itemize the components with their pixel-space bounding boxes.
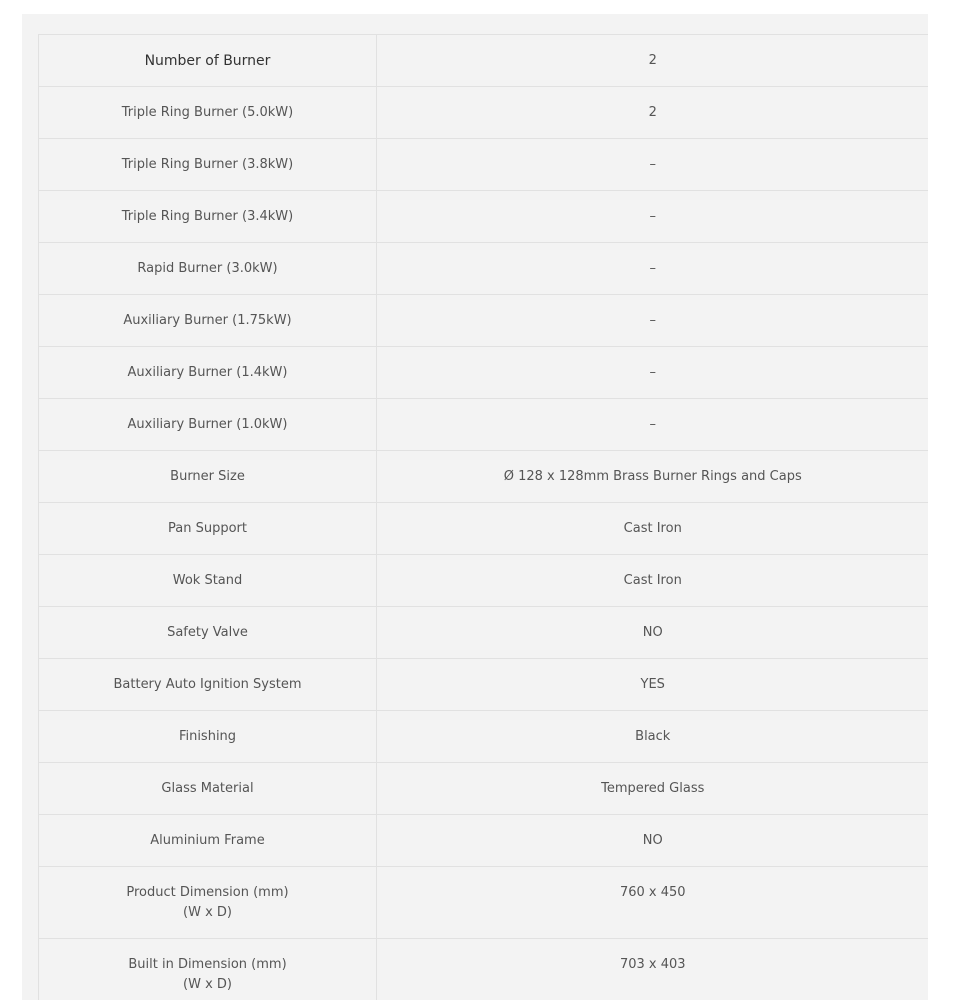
table-row: [39, 607, 929, 659]
spec-label: Wok Stand: [39, 555, 377, 607]
spec-value: YES: [377, 659, 929, 711]
table-row: [39, 451, 929, 503]
table-row: [39, 939, 929, 1000]
table-row: [39, 35, 929, 87]
table-row: [39, 815, 929, 867]
spec-label: Safety Valve: [39, 607, 377, 659]
spec-panel: [22, 14, 928, 1000]
spec-label: Aluminium Frame: [39, 815, 377, 867]
table-row: [39, 191, 929, 243]
spec-label-line2: (W x D): [183, 905, 232, 920]
spec-value: NO: [377, 815, 929, 867]
spec-label: Auxiliary Burner (1.75kW): [39, 295, 377, 347]
spec-label: [39, 939, 377, 1000]
table-row: [39, 867, 929, 939]
spec-label: Auxiliary Burner (1.0kW): [39, 399, 377, 451]
spec-label: Triple Ring Burner (3.4kW): [39, 191, 377, 243]
table-row: [39, 659, 929, 711]
spec-table: [38, 34, 928, 1000]
spec-label-line2: (W x D): [183, 977, 232, 992]
table-row: [39, 763, 929, 815]
table-row: [39, 139, 929, 191]
spec-value: –: [377, 399, 929, 451]
spec-value: –: [377, 139, 929, 191]
spec-label-line1: Product Dimension (mm): [126, 885, 289, 900]
spec-label: Auxiliary Burner (1.4kW): [39, 347, 377, 399]
spec-value: Ø 128 x 128mm Brass Burner Rings and Caps: [377, 451, 929, 503]
spec-label: Pan Support: [39, 503, 377, 555]
table-row: [39, 399, 929, 451]
spec-label: [39, 867, 377, 939]
spec-label: Triple Ring Burner (5.0kW): [39, 87, 377, 139]
spec-label: Number of Burner: [39, 35, 377, 87]
spec-value: 2: [377, 87, 929, 139]
table-row: [39, 555, 929, 607]
spec-value: Black: [377, 711, 929, 763]
table-row: [39, 503, 929, 555]
spec-label: Burner Size: [39, 451, 377, 503]
spec-label: Glass Material: [39, 763, 377, 815]
spec-label: Rapid Burner (3.0kW): [39, 243, 377, 295]
table-row: [39, 243, 929, 295]
spec-label-line1: Built in Dimension (mm): [128, 957, 287, 972]
spec-value: Cast Iron: [377, 503, 929, 555]
spec-value: –: [377, 191, 929, 243]
spec-label: Battery Auto Ignition System: [39, 659, 377, 711]
table-row: [39, 347, 929, 399]
table-row: [39, 295, 929, 347]
table-row: [39, 711, 929, 763]
spec-value: –: [377, 295, 929, 347]
spec-label: Finishing: [39, 711, 377, 763]
spec-value: –: [377, 243, 929, 295]
spec-label: Triple Ring Burner (3.8kW): [39, 139, 377, 191]
spec-value: 760 x 450: [377, 867, 929, 939]
spec-value: NO: [377, 607, 929, 659]
spec-value: –: [377, 347, 929, 399]
spec-value: 2: [377, 35, 929, 87]
spec-value: Tempered Glass: [377, 763, 929, 815]
spec-value: Cast Iron: [377, 555, 929, 607]
spec-value: 703 x 403: [377, 939, 929, 1000]
table-row: [39, 87, 929, 139]
